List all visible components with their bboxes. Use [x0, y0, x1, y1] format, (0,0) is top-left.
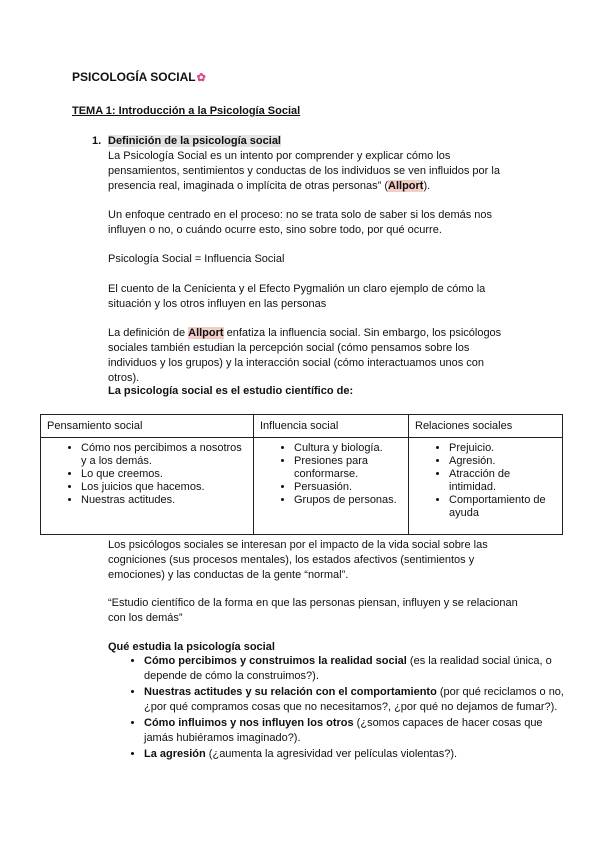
list-item: • Cómo influimos y nos influyen los otros (¿somos capaces de hacer cosas que jamás hubiéramos imaginado?).	[144, 716, 564, 746]
table-header-row	[41, 415, 563, 438]
tema-heading: TEMA 1: Introducción a la Psicología Social	[72, 105, 301, 117]
allport-highlight: Allport	[388, 180, 424, 192]
document-title: PSICOLOGÍA SOCIAL✿	[72, 70, 206, 84]
table-cell	[409, 438, 563, 535]
table-header: Relaciones sociales	[409, 415, 563, 438]
hibiscus-icon: ✿	[196, 72, 206, 84]
table-row	[41, 438, 563, 535]
interes-paragraph: Los psicólogos sociales se interesan por el impacto de la vida social sobre las cogniciones (sus procesos mentales), los estados afectivos (sentimientos y emociones) y las conductas de la gente “normal”.	[108, 539, 488, 581]
allport-highlight: Allport	[188, 327, 224, 339]
list-item: • Nuestras actitudes y su relación con el comportamiento (por qué reciclamos o no, ¿por qué compramos cosas que no necesitamos?, ¿por qué no dejamos de fumar?).	[144, 685, 564, 715]
section-title: Definición de la psicología social	[108, 135, 281, 147]
table-cell	[41, 438, 254, 535]
table-intro: La psicología social es el estudio científico de:	[108, 385, 354, 397]
section-number: 1.	[92, 135, 102, 147]
list-item: • Cómo nos percibimos a nosotros y a los demás.	[81, 442, 249, 468]
que-estudia-heading: Qué estudia la psicología social	[108, 641, 275, 653]
table-header: Pensamiento social	[41, 415, 254, 438]
list-item: • Cultura y biología.	[294, 442, 404, 455]
list-item: • Los juicios que hacemos.	[81, 481, 249, 494]
social-psychology-table	[40, 414, 563, 535]
table-header: Influencia social	[254, 415, 409, 438]
list-item: • Prejuicio.	[449, 442, 558, 455]
list-item: • Lo que creemos.	[81, 468, 249, 481]
enfoque-paragraph: Un enfoque centrado en el proceso: no se trata solo de saber si los demás nos influyen o no, o cuándo ocurre esto, sino sobre todo, por qué ocurre.	[108, 209, 493, 236]
list-item: • Presiones para conformarse.	[294, 455, 404, 481]
allport-paragraph: La definición de Allport enfatiza la influencia social. Sin embargo, los psicólogos sociales también estudian la percepción social (cómo pensamos sobre los individuos y los grupos) y la interacción social (cómo interactuamos unos con otros).	[108, 327, 502, 384]
section-heading	[92, 134, 281, 149]
list-item: • Atracción de intimidad.	[449, 468, 558, 494]
cuento-paragraph: El cuento de la Cenicienta y el Efecto Pygmalión un claro ejemplo de cómo la situación y los otros influyen en las personas	[108, 283, 486, 310]
list-item: • La agresión (¿aumenta la agresividad ver películas violentas?).	[144, 747, 564, 762]
list-item: • Grupos de personas.	[294, 494, 404, 507]
definition-paragraph: La Psicología Social es un intento por comprender y explicar cómo los pensamientos, sentimientos y conductas de los individuos se ven influidos por la presencia real, imaginada o implícita de otras personas” (Allport).	[108, 150, 500, 192]
equation-line: Psicología Social = Influencia Social	[108, 253, 285, 265]
que-estudia-list	[108, 654, 564, 763]
list-item: • Nuestras actitudes.	[81, 494, 249, 507]
list-item: • Comportamiento de ayuda	[449, 494, 558, 520]
list-item: • Persuasión.	[294, 481, 404, 494]
list-item: • Agresión.	[449, 455, 558, 468]
table-cell	[254, 438, 409, 535]
list-item: • Cómo percibimos y construimos la realidad social (es la realidad social única, o depende de cómo la construimos?).	[144, 654, 564, 684]
quote-paragraph: “Estudio científico de la forma en que las personas piensan, influyen y se relacionan con los demás”	[108, 597, 518, 624]
